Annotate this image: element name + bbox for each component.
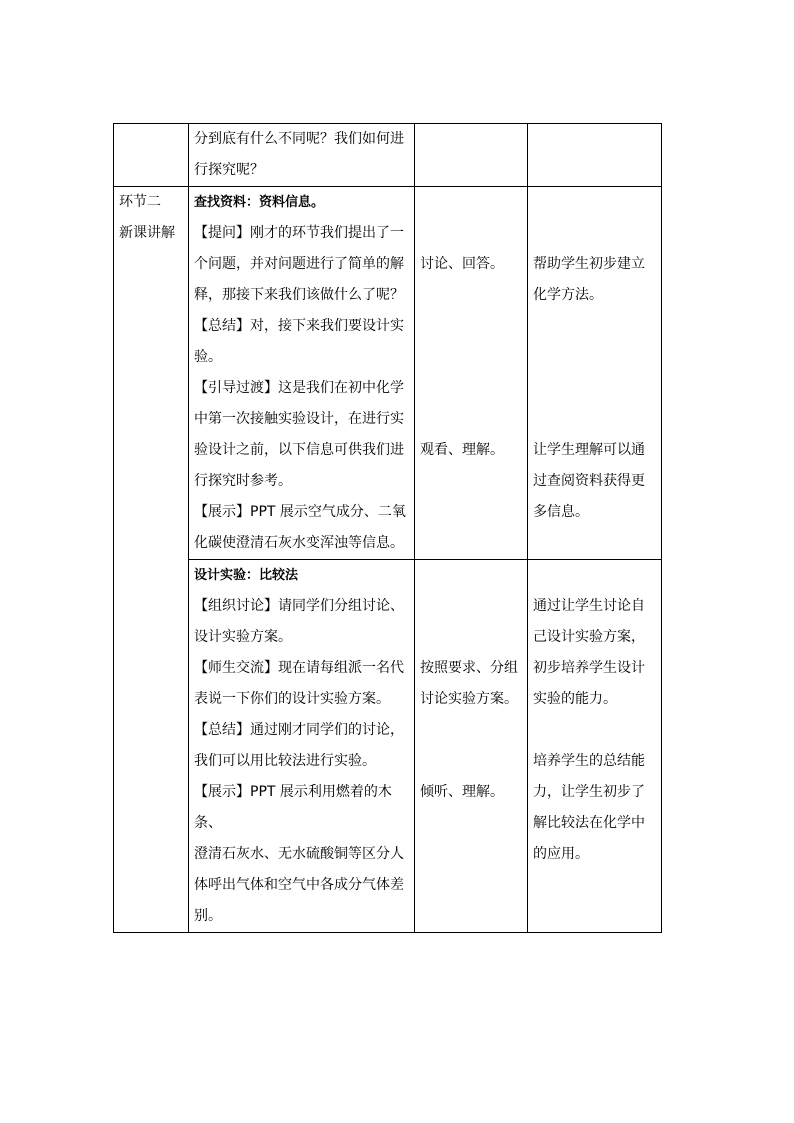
spacer: [420, 560, 522, 653]
intent-line: 解比较法在化学中: [533, 815, 645, 831]
table-row: [114, 187, 662, 560]
lesson-plan-table: [113, 123, 662, 933]
stage-label: 环节二: [119, 194, 161, 210]
intent-line: 多信息。: [533, 504, 589, 520]
design-intent-cell: [528, 187, 662, 560]
teacher-line: 个问题，并对问题进行了简单的解: [194, 256, 404, 272]
intent-line: 力，让学生初步了: [533, 784, 645, 800]
design-intent-cell: [528, 560, 662, 933]
spacer: [533, 187, 656, 249]
teacher-line: 【师生交流】现在请每组派一名代: [194, 660, 404, 676]
teacher-activity-cell: [189, 187, 415, 560]
teacher-line: 表说一下你们的设计实验方案。: [194, 691, 390, 707]
stage-cell: [114, 187, 189, 933]
teacher-line: 【引导过渡】这是我们在初中化学: [194, 380, 404, 396]
spacer: [533, 311, 656, 435]
student-activity-cell: [415, 124, 528, 187]
student-line: 讨论实验方案。: [420, 691, 518, 707]
intent-line: 化学方法。: [533, 287, 603, 303]
teacher-line: 行探究呢？: [194, 162, 264, 178]
intent-line: 初步培养学生设计: [533, 660, 645, 676]
student-line: 倾听、理解。: [420, 784, 504, 800]
teacher-activity-cell: [189, 124, 415, 187]
teacher-line: 【展示】PPT 展示空气成分、二氧: [194, 504, 406, 520]
teacher-line: 释，那接下来我们该做什么了呢？: [194, 287, 404, 303]
teacher-line: 我们可以用比较法进行实验。: [194, 753, 376, 769]
teacher-line: 【展示】PPT 展示利用燃着的木条、: [194, 784, 392, 831]
teacher-line: 行探究时参考。: [194, 473, 292, 489]
table-row: [114, 124, 662, 187]
spacer: [533, 715, 656, 746]
table-row: [114, 560, 662, 933]
teacher-line: 别。: [194, 908, 222, 924]
teacher-line: 设计实验方案。: [194, 629, 292, 645]
intent-line: 己设计实验方案，: [533, 629, 645, 645]
teacher-line: 体呼出气体和空气中各成分气体差: [194, 877, 404, 893]
intent-line: 帮助学生初步建立: [533, 256, 645, 272]
design-intent-cell: [528, 124, 662, 187]
spacer: [533, 560, 656, 591]
spacer: [420, 715, 522, 777]
intent-line: 实验的能力。: [533, 691, 617, 707]
teacher-line: 验设计之前，以下信息可供我们进: [194, 442, 404, 458]
teacher-line: 澄清石灰水、无水硫酸铜等区分人: [194, 846, 404, 862]
section-heading: 设计实验：比较法: [194, 568, 299, 583]
student-line: 讨论、回答。: [420, 256, 504, 272]
teacher-line: 验。: [194, 349, 222, 365]
student-line: 观看、理解。: [420, 442, 504, 458]
teacher-line: 化碳使澄清石灰水变浑浊等信息。: [194, 535, 404, 551]
teacher-line: 【总结】通过刚才同学们的讨论，: [194, 722, 404, 738]
teacher-line: 【总结】对，接下来我们要设计实: [194, 318, 404, 334]
spacer: [420, 280, 522, 435]
teacher-line: 分到底有什么不同呢？我们如何进: [194, 131, 404, 147]
student-activity-cell: [415, 560, 528, 933]
spacer: [420, 187, 522, 249]
stage-label: 新课讲解: [119, 225, 175, 241]
teacher-line: 【提问】刚才的环节我们提出了一: [194, 225, 404, 241]
intent-line: 培养学生的总结能: [533, 753, 645, 769]
intent-line: 过查阅资料获得更: [533, 473, 645, 489]
teacher-line: 中第一次接触实验设计，在进行实: [194, 411, 404, 427]
intent-line: 让学生理解可以通: [533, 442, 645, 458]
teacher-line: 【组织讨论】请同学们分组讨论、: [194, 598, 404, 614]
stage-cell: [114, 124, 189, 187]
intent-line: 通过让学生讨论自: [533, 598, 645, 614]
intent-line: 的应用。: [533, 846, 589, 862]
section-heading: 查找资料：资料信息。: [194, 195, 325, 210]
student-line: 按照要求、分组: [420, 660, 518, 676]
teacher-activity-cell: [189, 560, 415, 933]
student-activity-cell: [415, 187, 528, 560]
